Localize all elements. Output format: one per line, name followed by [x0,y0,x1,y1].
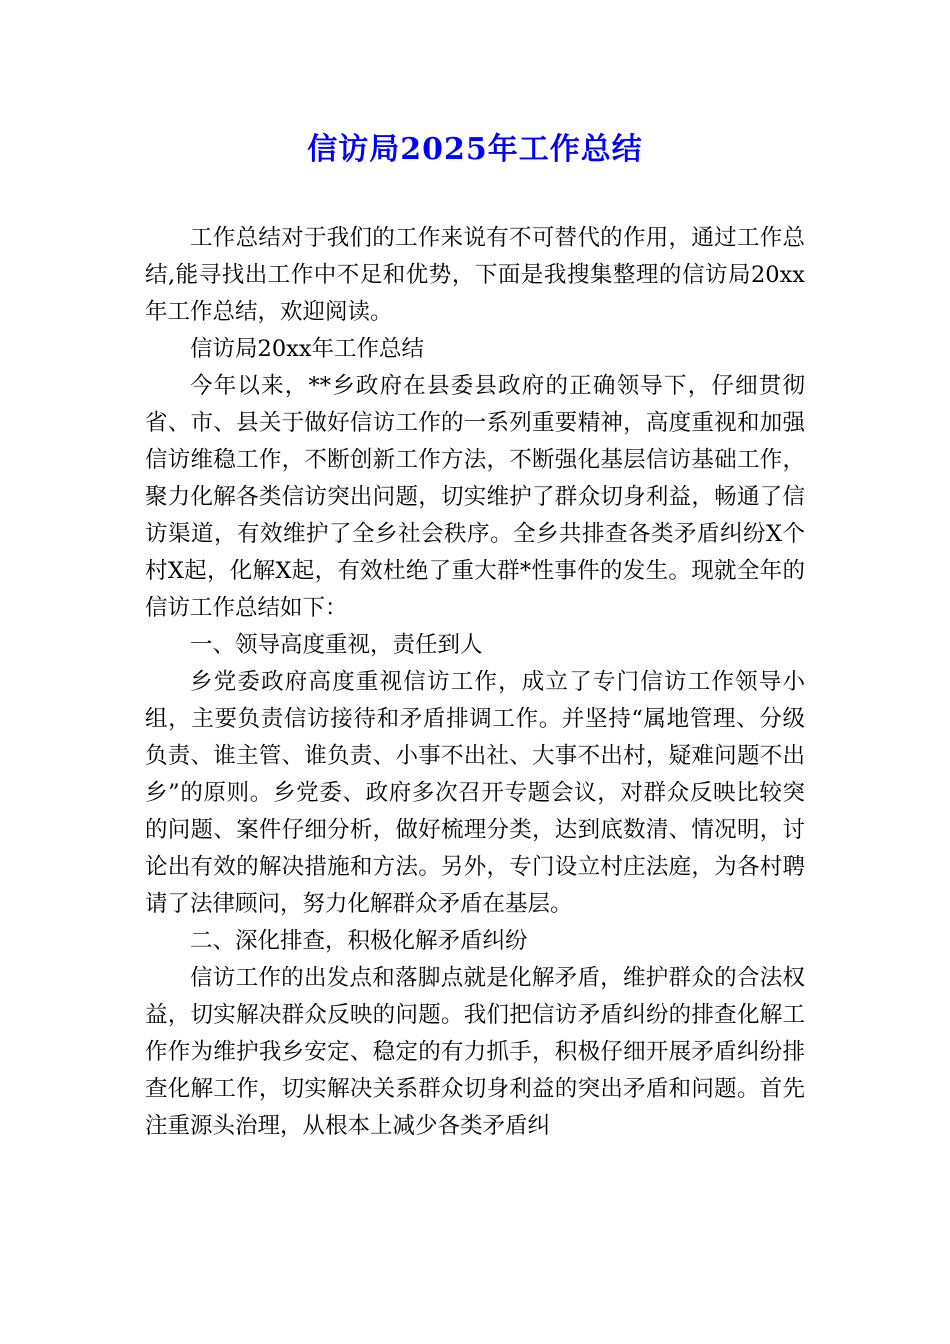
paragraph-section-2: 信访工作的出发点和落脚点就是化解矛盾，维护群众的合法权益，切实解决群众反映的问题。我们把信访矛盾纠纷的排查化解工作作为维护我乡安定、稳定的有力抓手，积极仔细开展矛盾纠纷排查化解工作，切实解决关系群众切身利益的突出矛盾和问题。首先注重源头治理，从根本上减少各类矛盾纠 [145,965,805,1139]
document-title: 信访局2025年工作总结 [307,132,643,167]
paragraph-intro: 工作总结对于我们的工作来说有不可替代的作用，通过工作总结,能寻找出工作中不足和优势，下面是我搜集整理的信访局20xx年工作总结，欢迎阅读。 [145,225,805,325]
paragraph-subtitle: 信访局20xx年工作总结 [190,336,425,362]
paragraph-section-1: 乡党委政府高度重视信访工作，成立了专门信访工作领导小组，主要负责信访接待和矛盾排调工作。并坚持“属地管理、分级负责、谁主管、谁负责、小事不出社、大事不出村，疑难问题不出乡”的原则。乡党委、政府多次召开专题会议，对群众反映比较突的问题、案件仔细分析，做好梳理分类，达到底数清、情况明，讨论出有效的解决措施和方法。另外，专门设立村庄法庭，为各村聘请了法律顾问，努力化解群众矛盾在基层。 [145,669,805,917]
paragraph-overview: 今年以来，**乡政府在县委县政府的正确领导下，仔细贯彻省、市、县关于做好信访工作的一系列重要精神，高度重视和加强信访维稳工作，不断创新工作方法，不断强化基层信访基础工作，聚力化解各类信访突出问题，切实维护了群众切身利益，畅通了信访渠道，有效维护了全乡社会秩序。全乡共排查各类矛盾纠纷X个村X起，化解X起，有效杜绝了重大群*性事件的发生。现就全年的信访工作总结如下： [145,373,805,621]
section-heading-2: 二、深化排查，积极化解矛盾纠纷 [190,928,528,954]
section-heading-1: 一、领导高度重视，责任到人 [190,632,483,658]
document-body [145,220,805,1145]
